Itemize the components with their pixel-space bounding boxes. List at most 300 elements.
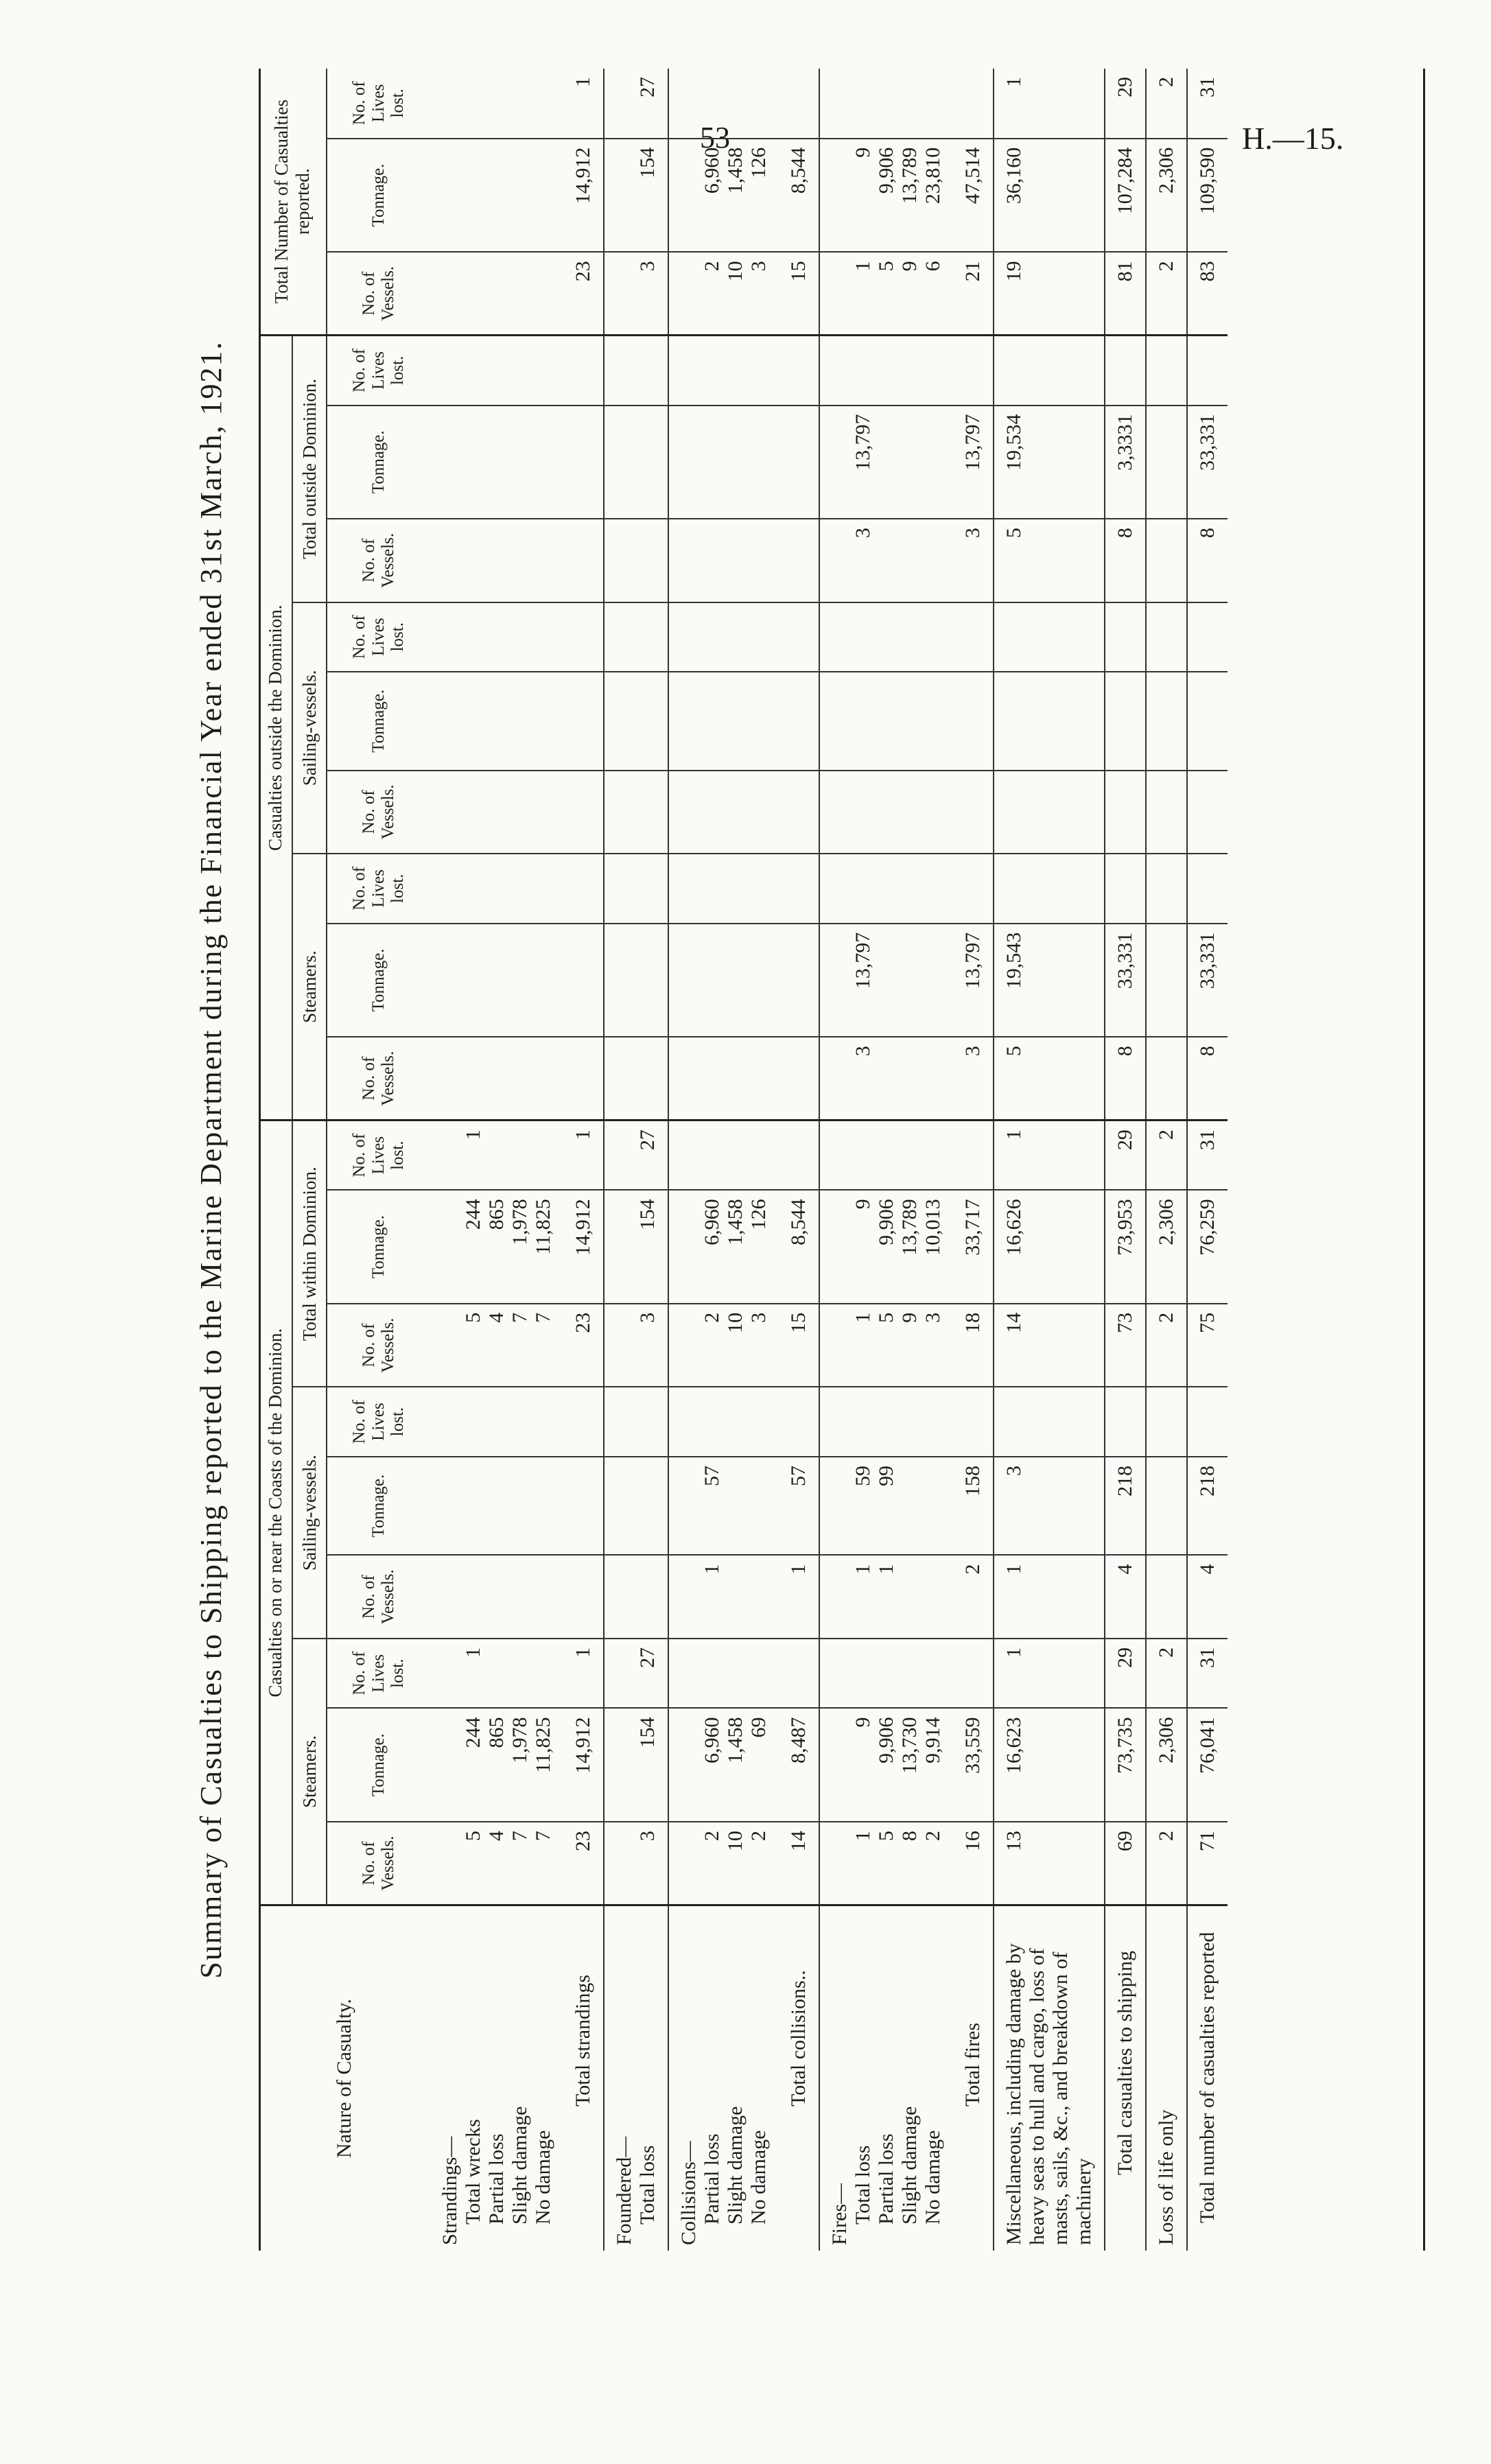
table-cell bbox=[604, 854, 668, 924]
table-cell bbox=[953, 336, 994, 406]
table-cell: 15 bbox=[779, 1304, 819, 1387]
total-reported-row bbox=[1187, 69, 1228, 2251]
miscellaneous-row bbox=[994, 69, 1105, 2251]
table-cell bbox=[779, 519, 819, 602]
table-cell bbox=[953, 1387, 994, 1457]
col-tonnage: Tonnage. bbox=[327, 406, 430, 519]
table-cell: 59 99 bbox=[819, 1457, 953, 1556]
table-cell bbox=[563, 519, 604, 602]
table-cell: 13,797 bbox=[953, 924, 994, 1037]
table-cell bbox=[1187, 854, 1228, 924]
cell-lives: 1 bbox=[430, 1639, 563, 1709]
table-cell: 14,912 bbox=[563, 1190, 604, 1304]
table-cell: 3 bbox=[604, 1822, 668, 1905]
table-cell: 29 bbox=[1105, 1639, 1146, 1709]
table-cell: 2 10 2 bbox=[668, 1822, 779, 1905]
table-cell: 107,284 bbox=[1105, 139, 1146, 253]
row-label-line: Partial loss bbox=[485, 2133, 508, 2225]
table-cell: 1 1 bbox=[819, 1555, 953, 1638]
table-cell bbox=[1187, 1387, 1228, 1457]
table-cell: 154 bbox=[604, 1190, 668, 1304]
row-label-line: No damage bbox=[532, 2130, 554, 2225]
table-cell bbox=[1146, 854, 1187, 924]
table-cell: 16,626 bbox=[994, 1190, 1105, 1304]
cell-tonnage bbox=[430, 924, 563, 1037]
table-cell: 1 bbox=[563, 1120, 604, 1190]
table-cell bbox=[1187, 336, 1228, 406]
col-lives: No. of Lives lost. bbox=[327, 602, 430, 672]
outside-sailing-header: Sailing-vessels. bbox=[292, 602, 327, 854]
table-cell bbox=[668, 1037, 779, 1120]
table-cell: 76,259 bbox=[1187, 1190, 1228, 1304]
table-cell bbox=[953, 1639, 994, 1709]
table-cell bbox=[668, 69, 779, 139]
table-cell bbox=[779, 602, 819, 672]
table-cell: 21 bbox=[953, 252, 994, 335]
row-label bbox=[604, 1905, 668, 2251]
section-heading: Fires— bbox=[828, 2183, 851, 2245]
section-heading: Foundered— bbox=[613, 2136, 635, 2245]
table-cell bbox=[1105, 336, 1146, 406]
col-tonnage: Tonnage. bbox=[327, 1457, 430, 1556]
table-cell bbox=[779, 336, 819, 406]
table-cell: 154 bbox=[604, 139, 668, 253]
row-label-line: No damage bbox=[921, 2130, 944, 2225]
table-cell: 27 bbox=[604, 1639, 668, 1709]
row-label-line: Slight damage bbox=[724, 2106, 747, 2225]
table-cell: 3 bbox=[953, 1037, 994, 1120]
row-label: Total number of casualties reported bbox=[1196, 1932, 1219, 2223]
table-cell: 3 bbox=[819, 519, 953, 602]
table-cell: 1 bbox=[668, 1555, 779, 1638]
col-tonnage: Tonnage. bbox=[327, 139, 430, 253]
table-cell bbox=[779, 1639, 819, 1709]
coast-sailing-header: Sailing-vessels. bbox=[292, 1387, 327, 1639]
table-cell: 3 bbox=[604, 252, 668, 335]
table-cell: 16 bbox=[953, 1822, 994, 1905]
row-label-line: Total loss bbox=[852, 2145, 874, 2225]
casualty-summary-table bbox=[259, 69, 1228, 2251]
table-cell: 33,331 bbox=[1187, 924, 1228, 1037]
table-cell bbox=[819, 1387, 953, 1457]
table-cell: 6,960 1,458 126 bbox=[668, 139, 779, 253]
table-cell: 2 bbox=[1146, 1639, 1187, 1709]
table-cell bbox=[819, 672, 953, 771]
table-cell bbox=[1146, 602, 1187, 672]
col-lives: No. of Lives lost. bbox=[327, 336, 430, 406]
table-cell: 2 bbox=[1146, 69, 1187, 139]
table-cell: 2,306 bbox=[1146, 139, 1187, 253]
table-cell: 29 bbox=[1105, 1120, 1146, 1190]
total-casualties-row bbox=[1105, 69, 1146, 2251]
table-cell bbox=[604, 406, 668, 519]
table-cell bbox=[1187, 602, 1228, 672]
table-cell: 3 bbox=[994, 1457, 1105, 1556]
cell-tonnage bbox=[430, 672, 563, 771]
col-tonnage: Tonnage. bbox=[327, 1708, 430, 1822]
row-label-line: Partial loss bbox=[701, 2133, 723, 2225]
cell-lives: 1 bbox=[430, 1120, 563, 1190]
table-cell bbox=[563, 406, 604, 519]
table-cell: 27 bbox=[604, 1120, 668, 1190]
table-cell bbox=[1146, 336, 1187, 406]
table-cell bbox=[819, 336, 953, 406]
table-cell bbox=[994, 854, 1105, 924]
table-cell bbox=[668, 1639, 779, 1709]
table-cell: 31 bbox=[1187, 69, 1228, 139]
table-cell: 31 bbox=[1187, 1639, 1228, 1709]
table-cell: 29 bbox=[1105, 69, 1146, 139]
table-cell: 1 bbox=[994, 69, 1105, 139]
col-tonnage: Tonnage. bbox=[327, 1190, 430, 1304]
table-cell bbox=[668, 1387, 779, 1457]
table-cell bbox=[563, 602, 604, 672]
table-cell: 2 bbox=[953, 1555, 994, 1638]
table-cell: 14,912 bbox=[563, 1708, 604, 1822]
total-outside-header: Total outside Dominion. bbox=[292, 336, 327, 602]
table-cell: 4 bbox=[1105, 1555, 1146, 1638]
table-cell bbox=[994, 602, 1105, 672]
table-cell bbox=[1146, 924, 1187, 1037]
table-cell bbox=[1146, 406, 1187, 519]
row-label-line: Slight damage bbox=[898, 2106, 921, 2225]
row-label bbox=[430, 1905, 563, 2251]
table-cell: 6,960 1,458 126 bbox=[668, 1190, 779, 1304]
table-cell: 76,041 bbox=[1187, 1708, 1228, 1822]
row-label: Total fires bbox=[953, 1905, 994, 2251]
table-cell: 69 bbox=[1105, 1822, 1146, 1905]
table-cell bbox=[1146, 1457, 1187, 1556]
table-cell bbox=[953, 69, 994, 139]
table-cell: 33,559 bbox=[953, 1708, 994, 1822]
table-cell: 19,543 bbox=[994, 924, 1105, 1037]
table-cell: 16,623 bbox=[994, 1708, 1105, 1822]
table-cell: 18 bbox=[953, 1304, 994, 1387]
page-number: 53 bbox=[700, 121, 730, 154]
table-cell bbox=[819, 1120, 953, 1190]
col-tonnage: Tonnage. bbox=[327, 672, 430, 771]
table-cell bbox=[668, 854, 779, 924]
table-cell bbox=[994, 1387, 1105, 1457]
table-cell: 2 bbox=[1146, 1120, 1187, 1190]
cell-lives bbox=[430, 336, 563, 406]
table-cell bbox=[668, 771, 779, 854]
table-cell: 3 bbox=[953, 519, 994, 602]
table-cell bbox=[563, 854, 604, 924]
col-lives: No. of Lives lost. bbox=[327, 1120, 430, 1190]
table-cell bbox=[779, 1037, 819, 1120]
table-cell: 81 bbox=[1105, 252, 1146, 335]
table-cell bbox=[819, 1639, 953, 1709]
loss-of-life-row bbox=[1146, 69, 1187, 2251]
table-cell bbox=[1105, 602, 1146, 672]
table-cell bbox=[953, 1120, 994, 1190]
table-cell bbox=[779, 69, 819, 139]
table-cell: 8,544 bbox=[779, 1190, 819, 1304]
table-cell bbox=[668, 406, 779, 519]
col-vessels: No. of Vessels. bbox=[327, 1037, 430, 1120]
cell-vessels: 5 4 7 7 bbox=[430, 1304, 563, 1387]
cell-tonnage: 244 865 1,978 11,825 bbox=[430, 1708, 563, 1822]
foundered-row bbox=[604, 69, 668, 2251]
strandings-group-row bbox=[430, 69, 563, 2251]
col-vessels: No. of Vessels. bbox=[327, 1822, 430, 1905]
col-lives: No. of Lives lost. bbox=[327, 854, 430, 924]
table-cell bbox=[1146, 672, 1187, 771]
table-cell bbox=[604, 1387, 668, 1457]
col-lives: No. of Lives lost. bbox=[327, 69, 430, 139]
rotated-table-page bbox=[182, 69, 1431, 2251]
table-cell bbox=[563, 672, 604, 771]
cell-tonnage bbox=[430, 139, 563, 253]
table-cell bbox=[1146, 519, 1187, 602]
table-cell: 8 bbox=[1105, 1037, 1146, 1120]
table-cell bbox=[779, 924, 819, 1037]
table-cell bbox=[604, 602, 668, 672]
cell-vessels: 5 4 7 7 bbox=[430, 1822, 563, 1905]
table-cell bbox=[563, 336, 604, 406]
col-lives: No. of Lives lost. bbox=[327, 1387, 430, 1457]
row-label: Loss of life only bbox=[1146, 1905, 1187, 2251]
table-cell: 14 bbox=[779, 1822, 819, 1905]
table-cell: 73,953 bbox=[1105, 1190, 1146, 1304]
table-cell bbox=[953, 672, 994, 771]
table-cell bbox=[819, 771, 953, 854]
table-cell: 1 5 8 2 bbox=[819, 1822, 953, 1905]
table-cell: 14 bbox=[994, 1304, 1105, 1387]
cell-vessels bbox=[430, 519, 563, 602]
table-cell: 5 bbox=[994, 519, 1105, 602]
table-cell bbox=[779, 1387, 819, 1457]
table-cell bbox=[953, 602, 994, 672]
table-cell: 33,331 bbox=[1187, 406, 1228, 519]
table-cell bbox=[668, 924, 779, 1037]
table-cell: 36,160 bbox=[994, 139, 1105, 253]
table-cell: 9 9,906 13,730 9,914 bbox=[819, 1708, 953, 1822]
table-cell bbox=[1105, 672, 1146, 771]
table-cell: 1 bbox=[563, 1639, 604, 1709]
nature-of-casualty-header: Nature of Casualty. bbox=[333, 1998, 355, 2159]
table-cell bbox=[779, 1120, 819, 1190]
document-reference: H.—15. bbox=[1242, 121, 1344, 156]
table-cell: 73 bbox=[1105, 1304, 1146, 1387]
table-cell bbox=[1105, 854, 1146, 924]
table-cell: 13,797 bbox=[819, 406, 953, 519]
cell-lives bbox=[430, 1387, 563, 1457]
table-cell bbox=[1146, 1037, 1187, 1120]
table-cell bbox=[604, 336, 668, 406]
table-cell bbox=[604, 1457, 668, 1556]
row-label bbox=[668, 1905, 779, 2251]
cell-tonnage bbox=[430, 1457, 563, 1556]
table-cell bbox=[563, 1555, 604, 1638]
table-cell bbox=[953, 771, 994, 854]
total-strandings-row bbox=[563, 69, 604, 2251]
coast-steamers-header: Steamers. bbox=[292, 1639, 327, 1905]
row-label: Total casualties to shipping bbox=[1105, 1905, 1146, 2251]
table-cell bbox=[819, 854, 953, 924]
table-title: Summary of Casualties to Shipping reported to the Marine Department during the Financial Year ended 31st March, 1921. bbox=[194, 340, 228, 1979]
cell-lives bbox=[430, 69, 563, 139]
cell-vessels bbox=[430, 252, 563, 335]
table-cell: 109,590 bbox=[1187, 139, 1228, 253]
table-cell: 158 bbox=[953, 1457, 994, 1556]
table-cell bbox=[563, 1457, 604, 1556]
table-cell: 9 9,906 13,789 10,013 bbox=[819, 1190, 953, 1304]
table-cell: 19,534 bbox=[994, 406, 1105, 519]
table-cell: 2,306 bbox=[1146, 1708, 1187, 1822]
cell-tonnage: 244 865 1,978 11,825 bbox=[430, 1190, 563, 1304]
row-label bbox=[819, 1905, 953, 2251]
table-cell: 27 bbox=[604, 69, 668, 139]
table-cell: 3 bbox=[819, 1037, 953, 1120]
table-cell: 57 bbox=[668, 1457, 779, 1556]
table-cell bbox=[779, 672, 819, 771]
table-cell: 3 bbox=[604, 1304, 668, 1387]
table-cell: 23 bbox=[563, 1304, 604, 1387]
cell-vessels bbox=[430, 1037, 563, 1120]
row-label-line: Total loss bbox=[636, 2145, 659, 2225]
col-vessels: No. of Vessels. bbox=[327, 1555, 430, 1638]
col-vessels: No. of Vessels. bbox=[327, 1304, 430, 1387]
table-cell: 1 bbox=[563, 69, 604, 139]
table-cell bbox=[604, 1037, 668, 1120]
row-label: Miscellaneous, including damage by heavy seas to hull and cargo, loss of masts, sails, &c., and breakdown of machinery bbox=[994, 1905, 1105, 2251]
table-cell bbox=[819, 69, 953, 139]
table-cell bbox=[604, 771, 668, 854]
col-tonnage: Tonnage. bbox=[327, 924, 430, 1037]
table-cell: 2 10 3 bbox=[668, 1304, 779, 1387]
table-cell bbox=[604, 1555, 668, 1638]
row-label: Total strandings bbox=[563, 1905, 604, 2251]
cell-tonnage bbox=[430, 406, 563, 519]
table-cell bbox=[953, 854, 994, 924]
table-cell: 6,960 1,458 69 bbox=[668, 1708, 779, 1822]
table-cell: 33,717 bbox=[953, 1190, 994, 1304]
table-cell bbox=[1146, 771, 1187, 854]
table-cell: 1 5 9 3 bbox=[819, 1304, 953, 1387]
table-cell: 2 bbox=[1146, 1304, 1187, 1387]
table-cell bbox=[604, 519, 668, 602]
table-cell bbox=[1146, 1387, 1187, 1457]
outside-dominion-header: Casualties outside the Dominion. bbox=[259, 336, 292, 1120]
on-coast-header: Casualties on or near the Coasts of the Dominion. bbox=[259, 1120, 292, 1905]
table-cell: 154 bbox=[604, 1708, 668, 1822]
table-cell: 23 bbox=[563, 252, 604, 335]
cell-lives bbox=[430, 602, 563, 672]
table-cell: 3,3331 bbox=[1105, 406, 1146, 519]
table-cell bbox=[994, 336, 1105, 406]
row-label-line: Total wrecks bbox=[462, 2119, 484, 2225]
table-cell: 8 bbox=[1187, 1037, 1228, 1120]
table-cell: 23 bbox=[563, 1822, 604, 1905]
table-cell: 33,331 bbox=[1105, 924, 1146, 1037]
table-cell: 2,306 bbox=[1146, 1190, 1187, 1304]
section-heading: Strandings— bbox=[438, 2136, 461, 2245]
table-cell bbox=[563, 1037, 604, 1120]
total-collisions-row bbox=[779, 69, 819, 2251]
fires-group-row bbox=[819, 69, 953, 2251]
table-cell bbox=[779, 854, 819, 924]
table-cell: 47,514 bbox=[953, 139, 994, 253]
table-cell: 5 bbox=[994, 1037, 1105, 1120]
col-vessels: No. of Vessels. bbox=[327, 252, 430, 335]
total-within-header: Total within Dominion. bbox=[292, 1120, 327, 1387]
table-cell bbox=[1105, 771, 1146, 854]
table-cell: 1 bbox=[994, 1555, 1105, 1638]
col-lives: No. of Lives lost. bbox=[327, 1639, 430, 1709]
table-cell bbox=[994, 771, 1105, 854]
table-cell bbox=[563, 924, 604, 1037]
table-cell: 2 bbox=[1146, 252, 1187, 335]
section-heading: Collisions— bbox=[677, 2141, 700, 2245]
table-cell bbox=[668, 519, 779, 602]
table-cell: 83 bbox=[1187, 252, 1228, 335]
table-cell bbox=[668, 602, 779, 672]
table-cell: 218 bbox=[1187, 1457, 1228, 1556]
table-cell: 1 bbox=[779, 1555, 819, 1638]
table-cell: 8,487 bbox=[779, 1708, 819, 1822]
table-cell bbox=[1105, 1387, 1146, 1457]
total-reported-header: Total Number of Casualties reported. bbox=[259, 69, 327, 336]
table-cell bbox=[604, 924, 668, 1037]
collisions-group-row bbox=[668, 69, 779, 2251]
table-cell: 75 bbox=[1187, 1304, 1228, 1387]
table-cell: 1 bbox=[994, 1120, 1105, 1190]
total-fires-row bbox=[953, 69, 994, 2251]
table-cell bbox=[779, 406, 819, 519]
table-cell: 218 bbox=[1105, 1457, 1146, 1556]
table-cell: 1 5 9 6 bbox=[819, 252, 953, 335]
row-label-line: Slight damage bbox=[508, 2106, 531, 2225]
table-cell bbox=[563, 1387, 604, 1457]
cell-vessels bbox=[430, 1555, 563, 1638]
table-cell: 31 bbox=[1187, 1120, 1228, 1190]
table-cell bbox=[1146, 1555, 1187, 1638]
table-cell bbox=[819, 602, 953, 672]
table-cell bbox=[604, 672, 668, 771]
row-label-line: No damage bbox=[747, 2130, 770, 2225]
table-cell: 1 bbox=[994, 1639, 1105, 1709]
table-cell: 2 bbox=[1146, 1822, 1187, 1905]
table-cell bbox=[779, 771, 819, 854]
table-cell: 8 bbox=[1187, 519, 1228, 602]
table-cell: 9 9,906 13,789 23,810 bbox=[819, 139, 953, 253]
table-cell: 15 bbox=[779, 252, 819, 335]
col-vessels: No. of Vessels. bbox=[327, 519, 430, 602]
table-cell bbox=[1187, 672, 1228, 771]
outside-steamers-header: Steamers. bbox=[292, 854, 327, 1120]
table-cell: 19 bbox=[994, 252, 1105, 335]
cell-lives bbox=[430, 854, 563, 924]
table-cell: 4 bbox=[1187, 1555, 1228, 1638]
table-cell: 73,735 bbox=[1105, 1708, 1146, 1822]
table-cell bbox=[668, 1120, 779, 1190]
table-cell bbox=[563, 771, 604, 854]
table-cell: 71 bbox=[1187, 1822, 1228, 1905]
table-cell bbox=[668, 672, 779, 771]
table-cell: 14,912 bbox=[563, 139, 604, 253]
table-cell bbox=[668, 336, 779, 406]
table-cell bbox=[994, 672, 1105, 771]
table-cell: 13 bbox=[994, 1822, 1105, 1905]
table-cell: 8 bbox=[1105, 519, 1146, 602]
col-vessels: No. of Vessels. bbox=[327, 771, 430, 854]
table-cell: 13,797 bbox=[819, 924, 953, 1037]
row-label-line: Partial loss bbox=[875, 2133, 897, 2225]
table-cell: 57 bbox=[779, 1457, 819, 1556]
table-cell: 8,544 bbox=[779, 139, 819, 253]
